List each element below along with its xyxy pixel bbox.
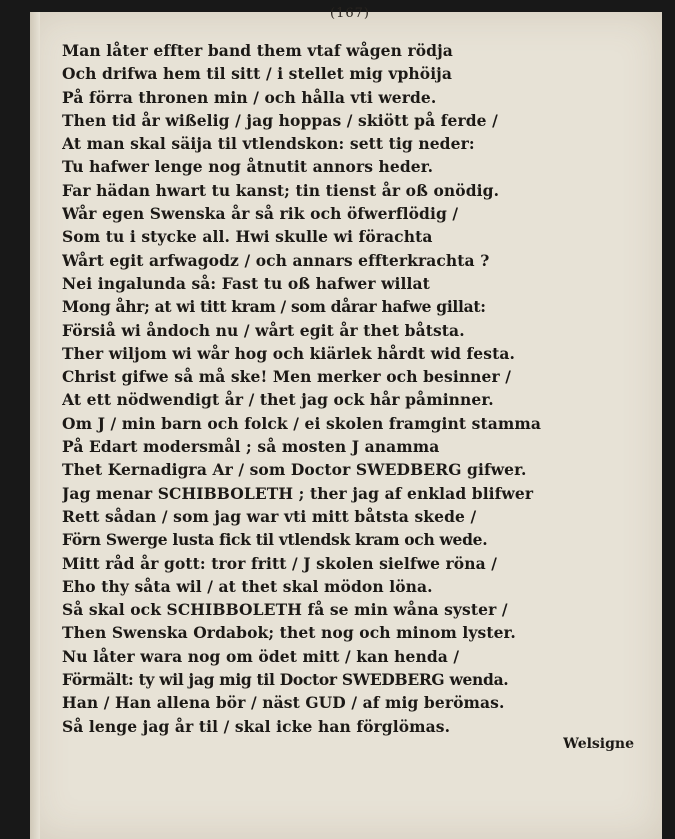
- text-line: Nei ingalunda så: Fast tu oß hafwer willat: [62, 273, 430, 293]
- text-line: Som tu i stycke all. Hwi skulle wi förachta: [62, 227, 433, 247]
- page-gutter: [30, 12, 40, 839]
- text-line: Nu låter wara nog om ödet mitt / kan henda /: [62, 646, 460, 666]
- text-line: Om J / min barn och folck / ei skolen framgint stamma: [62, 413, 541, 433]
- text-line: Then tid år wißelig / jag hoppas / skiött på ferde /: [62, 110, 498, 130]
- text-line: Mitt råd år gott: tror fritt / J skolen sielfwe röna /: [62, 553, 498, 573]
- text-line: Then Swenska Ordabok; thet nog och minom lyster.: [62, 623, 516, 643]
- text-line: Så skal ock SCHIBBOLETH få se min wåna syster /: [62, 600, 508, 620]
- poem-text: [62, 39, 652, 738]
- text-line: Förn Swerge lusta fick til vtlendsk kram och wede.: [62, 530, 488, 550]
- text-line: At ett nödwendigt år / thet jag ock hår påminner.: [62, 390, 494, 410]
- text-line: Thet Kernadigra Ar / som Doctor SWEDBERG gifwer.: [62, 460, 527, 480]
- text-line: At man skal säija til vtlendskon: sett tig neder:: [62, 134, 475, 154]
- text-line: På Edart modersmål ; så mosten J anamma: [62, 437, 440, 457]
- text-line: Tu hafwer lenge nog åtnutit annors heder.: [62, 157, 434, 177]
- book-page: [30, 6, 662, 839]
- text-line: Wår egen Swenska år så rik och öfwerflödig /: [62, 204, 459, 224]
- page-number: (167): [330, 6, 370, 21]
- text-line: Han / Han allena bör / näst GUD / af mig berömas.: [62, 693, 505, 713]
- text-line: Jag menar SCHIBBOLETH ; ther jag af enklad blifwer: [62, 483, 534, 503]
- text-line: Far hädan hwart tu kanst; tin tienst år oß onödig.: [62, 180, 500, 200]
- text-line: Man låter effter band them vtaf wågen rödja: [62, 41, 453, 60]
- text-line: Mong åhr; at wi titt kram / som dårar hafwe gillat:: [62, 297, 486, 317]
- text-line: Så lenge jag år til / skal icke han förglömas.: [62, 716, 451, 736]
- text-line: Ther wiljom wi wår hog och kiärlek hårdt wid festa.: [62, 343, 515, 363]
- text-line: Försiå wi åndoch nu / wårt egit år thet båtsta.: [62, 320, 465, 340]
- catchword: Welsigne: [563, 736, 634, 752]
- text-line: Rett sådan / som jag war vti mitt båtsta skede /: [62, 506, 477, 526]
- text-line: På förra thronen min / och hålla vti werde.: [62, 87, 437, 107]
- text-line: Eho thy såta wil / at thet skal mödon löna.: [62, 576, 433, 596]
- text-line: Förmält: ty wil jag mig til Doctor SWEDBERG wenda.: [62, 670, 509, 690]
- text-line: Wårt egit arfwagodz / och annars effterkrachta ?: [62, 250, 490, 270]
- text-line: Och drifwa hem til sitt / i stellet mig vphöija: [62, 64, 453, 84]
- text-line: Christ gifwe så må ske! Men merker och besinner /: [62, 367, 512, 387]
